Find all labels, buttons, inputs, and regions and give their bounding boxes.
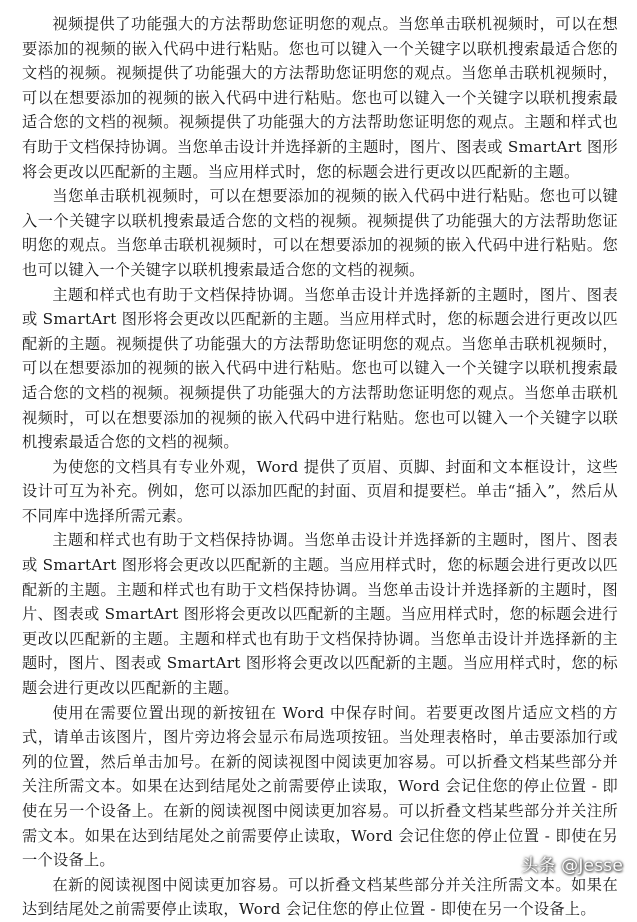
paragraph-4: 为使您的文档具有专业外观，Word 提供了页眉、页脚、封面和文本框设计，这些设计可互为补充。例如，您可以添加匹配的封面、页眉和提要栏。单击“插入”，然后从不同库中选择所需元素。	[22, 457, 618, 525]
paragraph-2: 当您单击联机视频时，可以在想要添加的视频的嵌入代码中进行粘贴。您也可以键入一个关键字以联机搜索最适合您的文档的视频。视频提供了功能强大的方法帮助您证明您的观点。当您单击联机视频时，可以在想要添加的视频的嵌入代码中进行粘贴。您也可以键入一个关键字以联机搜索最适合您的文档的视频。	[22, 187, 618, 279]
paragraph-1: 视频提供了功能强大的方法帮助您证明您的观点。当您单击联机视频时，可以在想要添加的视频的嵌入代码中进行粘贴。您也可以键入一个关键字以联机搜索最适合您的文档的视频。视频提供了功能强大的方法帮助您证明您的观点。当您单击联机视频时，可以在想要添加的视频的嵌入代码中进行粘贴。您也可以键入一个关键字以联机搜索最适合您的文档的视频。视频提供了功能强大的方法帮助您证明您的观点。主题和样式也有助于文档保持协调。当您单击设计并选择新的主题时，图片、图表或 SmartArt 图形将会更改以匹配新的主题。当应用样式时，您的标题会进行更改以匹配新的主题。	[22, 15, 618, 181]
paragraph-7: 在新的阅读视图中阅读更加容易。可以折叠文档某些部分并关注所需文本。如果在达到结尾处之前需要停止读取，Word 会记住您的停止位置 - 即使在另一个设备上。	[22, 875, 618, 919]
watermark: 头条 @Jesse	[521, 856, 623, 876]
paragraph-6: 使用在需要位置出现的新按钮在 Word 中保存时间。若要更改图片适应文档的方式，请单击该图片，图片旁边将会显示布局选项按钮。当处理表格时，单击要添加行或列的位置，然后单击加号。在新的阅读视图中阅读更加容易。可以折叠文档某些部分并关注所需文本。如果在达到结尾处之前需要停止读取，Word 会记住您的停止位置 - 即使在另一个设备上。在新的阅读视图中阅读更加容易。可以折叠文档某些部分并关注所需文本。如果在达到结尾处之前需要停止读取，Word 会记住您的停止位置 - 即使在另一个设备上。	[22, 703, 618, 870]
paragraph-3: 主题和样式也有助于文档保持协调。当您单击设计并选择新的主题时，图片、图表或 SmartArt 图形将会更改以匹配新的主题。当应用样式时，您的标题会进行更改以匹配新的主题。视频提供了功能强大的方法帮助您证明您的观点。当您单击联机视频时，可以在想要添加的视频的嵌入代码中进行粘贴。您也可以键入一个关键字以联机搜索最适合您的文档的视频。视频提供了功能强大的方法帮助您证明您的观点。当您单击联机视频时，可以在想要添加的视频的嵌入代码中进行粘贴。您也可以键入一个关键字以联机搜索最适合您的文档的视频。	[22, 285, 618, 452]
paragraph-5: 主题和样式也有助于文档保持协调。当您单击设计并选择新的主题时，图片、图表或 SmartArt 图形将会更改以匹配新的主题。当应用样式时，您的标题会进行更改以匹配新的主题。主题和样式也有助于文档保持协调。当您单击设计并选择新的主题时，图片、图表或 SmartArt 图形将会更改以匹配新的主题。当应用样式时，您的标题会进行更改以匹配新的主题。主题和样式也有助于文档保持协调。当您单击设计并选择新的主题时，图片、图表或 SmartArt 图形将会更改以匹配新的主题。当应用样式时，您的标题会进行更改以匹配新的主题。	[22, 531, 618, 698]
document-body	[22, 12, 618, 922]
